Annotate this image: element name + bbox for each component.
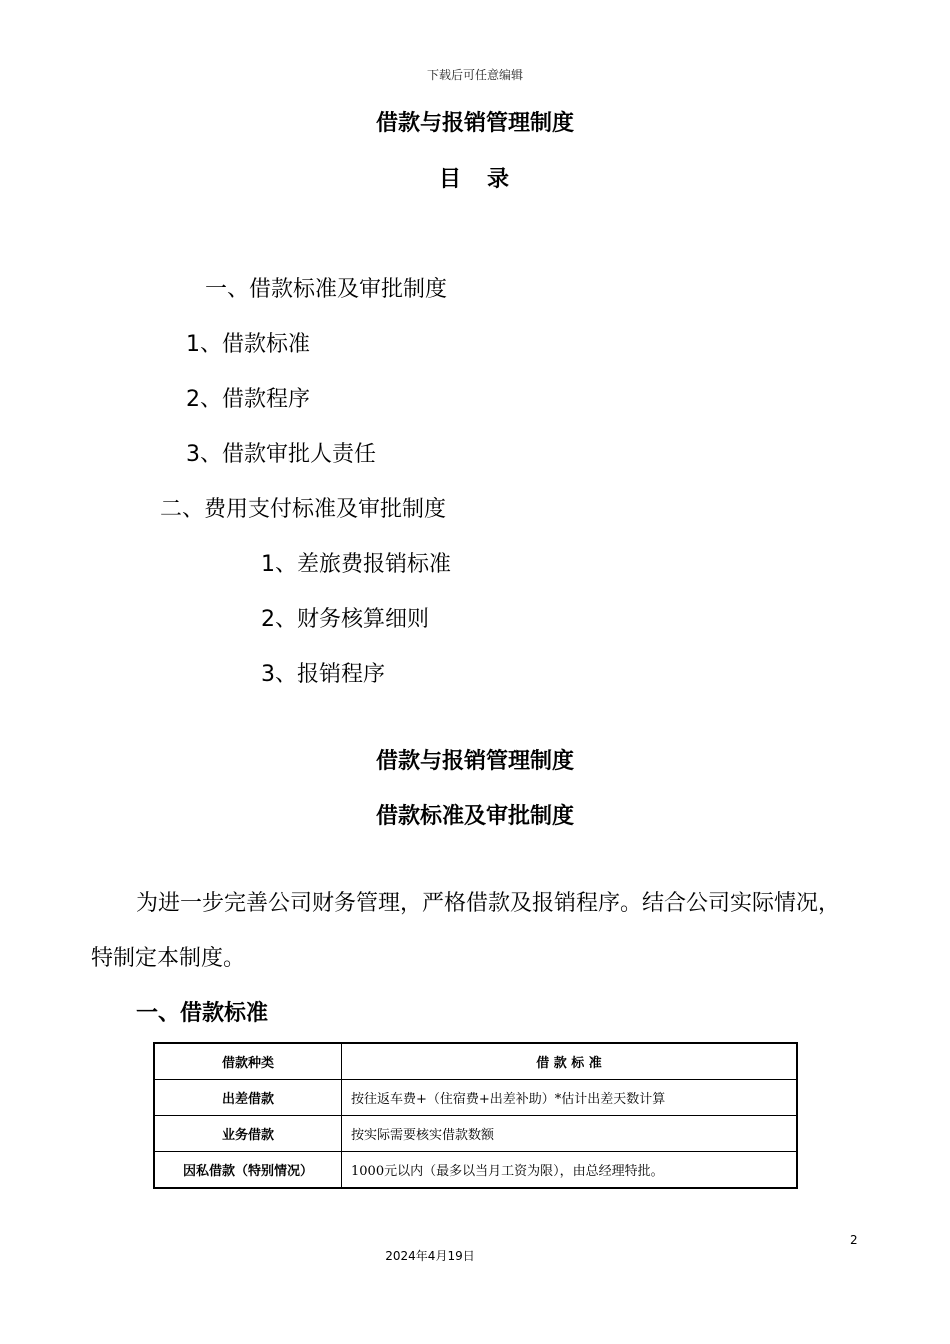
body-title: 借款与报销管理制度	[375, 749, 574, 774]
body-subtitle: 借款标准及审批制度	[375, 804, 574, 829]
table-row	[154, 1116, 797, 1152]
loan-type-cell: 因私借款（特别情况）	[154, 1152, 342, 1189]
loan-standard-cell: 按往返车费+（住宿费+出差补助）*估计出差天数计算	[342, 1080, 798, 1116]
loan-type-cell: 业务借款	[154, 1116, 342, 1152]
toc-item: 3、借款审批人责任	[186, 442, 376, 467]
footer-date: 2024年4月19日	[385, 1249, 475, 1263]
toc-item: 一、借款标准及审批制度	[205, 277, 448, 302]
toc-item: 1、差旅费报销标准	[261, 552, 451, 577]
loan-standards-table	[153, 1042, 798, 1189]
intro-paragraph-line-1: 为进一步完善公司财务管理，严格借款及报销程序。结合公司实际情况，	[136, 891, 841, 916]
table-row	[154, 1152, 797, 1189]
toc-item: 2、借款程序	[186, 387, 310, 412]
column-header-standard: 借 款 标 准	[342, 1043, 798, 1080]
toc-item: 二、费用支付标准及审批制度	[160, 497, 447, 522]
intro-paragraph-line-2: 特制定本制度。	[91, 946, 246, 971]
loan-type-cell: 出差借款	[154, 1080, 342, 1116]
toc-item: 1、借款标准	[186, 332, 310, 357]
page-header: 下载后可任意编辑	[426, 68, 523, 82]
toc-item: 2、财务核算细则	[261, 607, 429, 632]
loan-standard-cell: 1000元以内（最多以当月工资为限），由总经理特批。	[342, 1152, 798, 1189]
toc-item: 3、报销程序	[261, 662, 385, 687]
page-number: 2	[850, 1233, 858, 1247]
table-header-row	[154, 1043, 797, 1080]
column-header-type: 借款种类	[154, 1043, 342, 1080]
table-row	[154, 1080, 797, 1116]
section-heading: 一、借款标准	[136, 1001, 269, 1026]
loan-standard-cell: 按实际需要核实借款数额	[342, 1116, 798, 1152]
document-title: 借款与报销管理制度	[375, 111, 574, 136]
toc-title: 目 录	[438, 167, 511, 192]
